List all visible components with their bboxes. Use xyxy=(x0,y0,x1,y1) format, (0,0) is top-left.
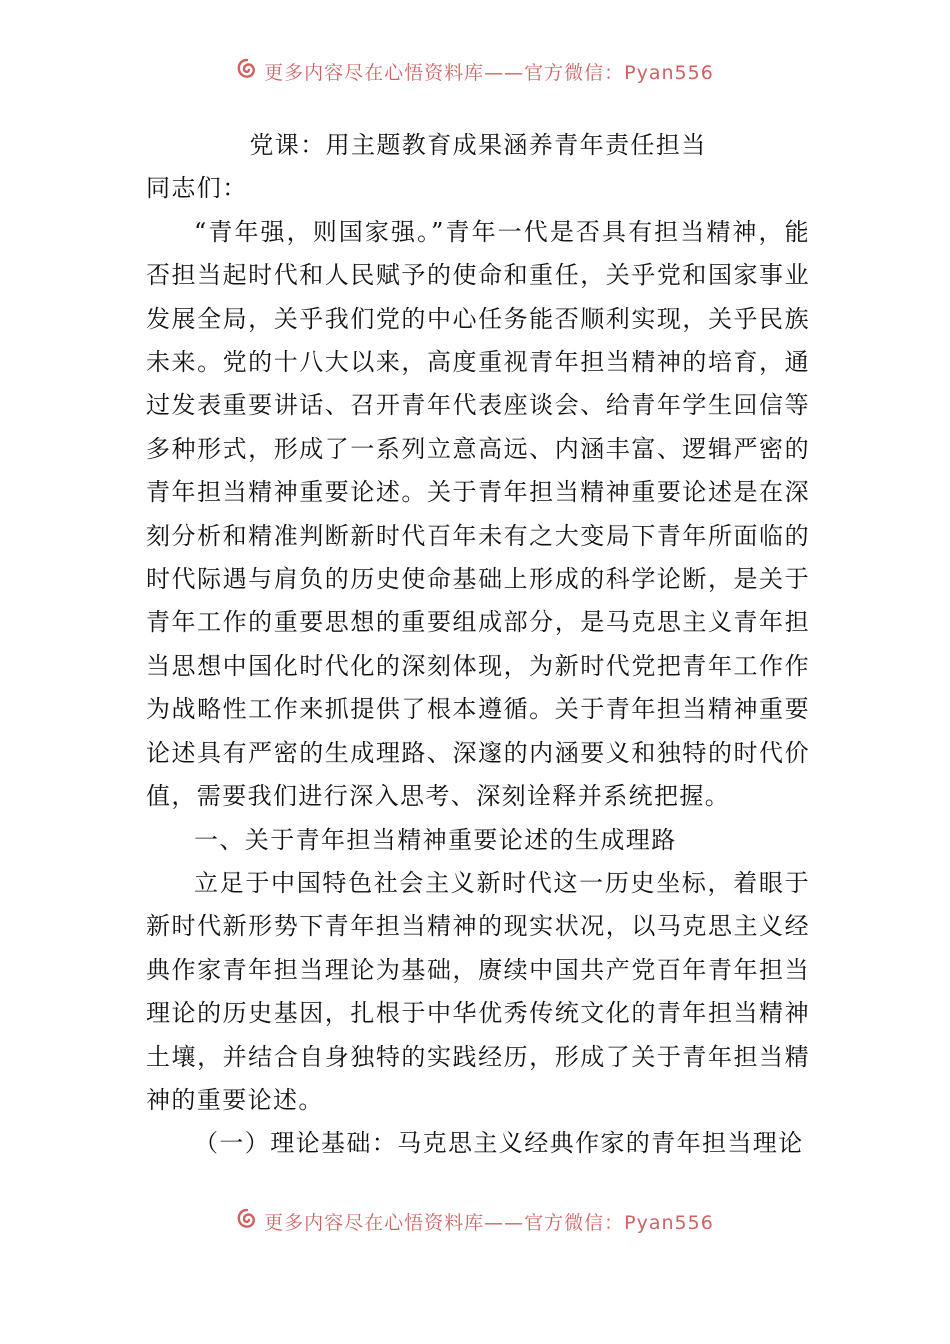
section-1-paragraph: 立足于中国特色社会主义新时代这一历史坐标，着眼于新时代新形势下青年担当精神的现实状况，以马克思主义经典作家青年担当理论为基础，赓续中国共产党百年青年担当理论的历史基因，扎根于中华优秀传统文化的青年担当精神土壤，并结合自身独特的实践经历，形成了关于青年担当精神的重要论述。 xyxy=(146,868,810,1114)
intro-paragraph: “青年强，则国家强。”青年一代是否具有担当精神，能否担当起时代和人民赋予的使命和重任，关乎党和国家事业发展全局，关乎我们党的中心任务能否顺利实现，关乎民族未来。党的十八大以来，高度重视青年担当精神的培育，通过发表重要讲话、召开青年代表座谈会、给青年学生回信等多种形式，形成了一系列立意高远、内涵丰富、逻辑严密的青年担当精神重要论述。关于青年担当精神重要论述是在深刻分析和精准判断新时代百年未有之大变局下青年所面临的时代际遇与肩负的历史使命基础上形成的科学论断，是关于青年工作的重要思想的重要组成部分，是马克思主义青年担当思想中国化时代化的深刻体现，为新时代党把青年工作作为战略性工作来抓提供了根本遵循。关于青年担当精神重要论述具有严密的生成理路、深邃的内涵要义和独特的时代价值，需要我们进行深入思考、深刻诠释并系统把握。 xyxy=(146,217,810,811)
watermark-text: 更多内容尽在心悟资料库——官方微信：Pyan556 xyxy=(264,1212,714,1234)
watermark-header xyxy=(0,58,950,85)
watermark-footer xyxy=(0,1208,950,1235)
section-1-heading: 一、关于青年担当精神重要论述的生成理路 xyxy=(194,825,677,854)
spiral-logo-icon xyxy=(236,58,258,85)
document-title: 党课：用主题教育成果涵养青年责任担当 xyxy=(249,131,707,159)
document-body xyxy=(146,124,810,1166)
salutation: 同志们： xyxy=(146,174,248,203)
watermark-text: 更多内容尽在心悟资料库——官方微信：Pyan556 xyxy=(264,62,714,84)
spiral-logo-icon xyxy=(236,1208,258,1235)
subsection-1-heading: （一）理论基础：马克思主义经典作家的青年担当理论 xyxy=(194,1129,804,1158)
